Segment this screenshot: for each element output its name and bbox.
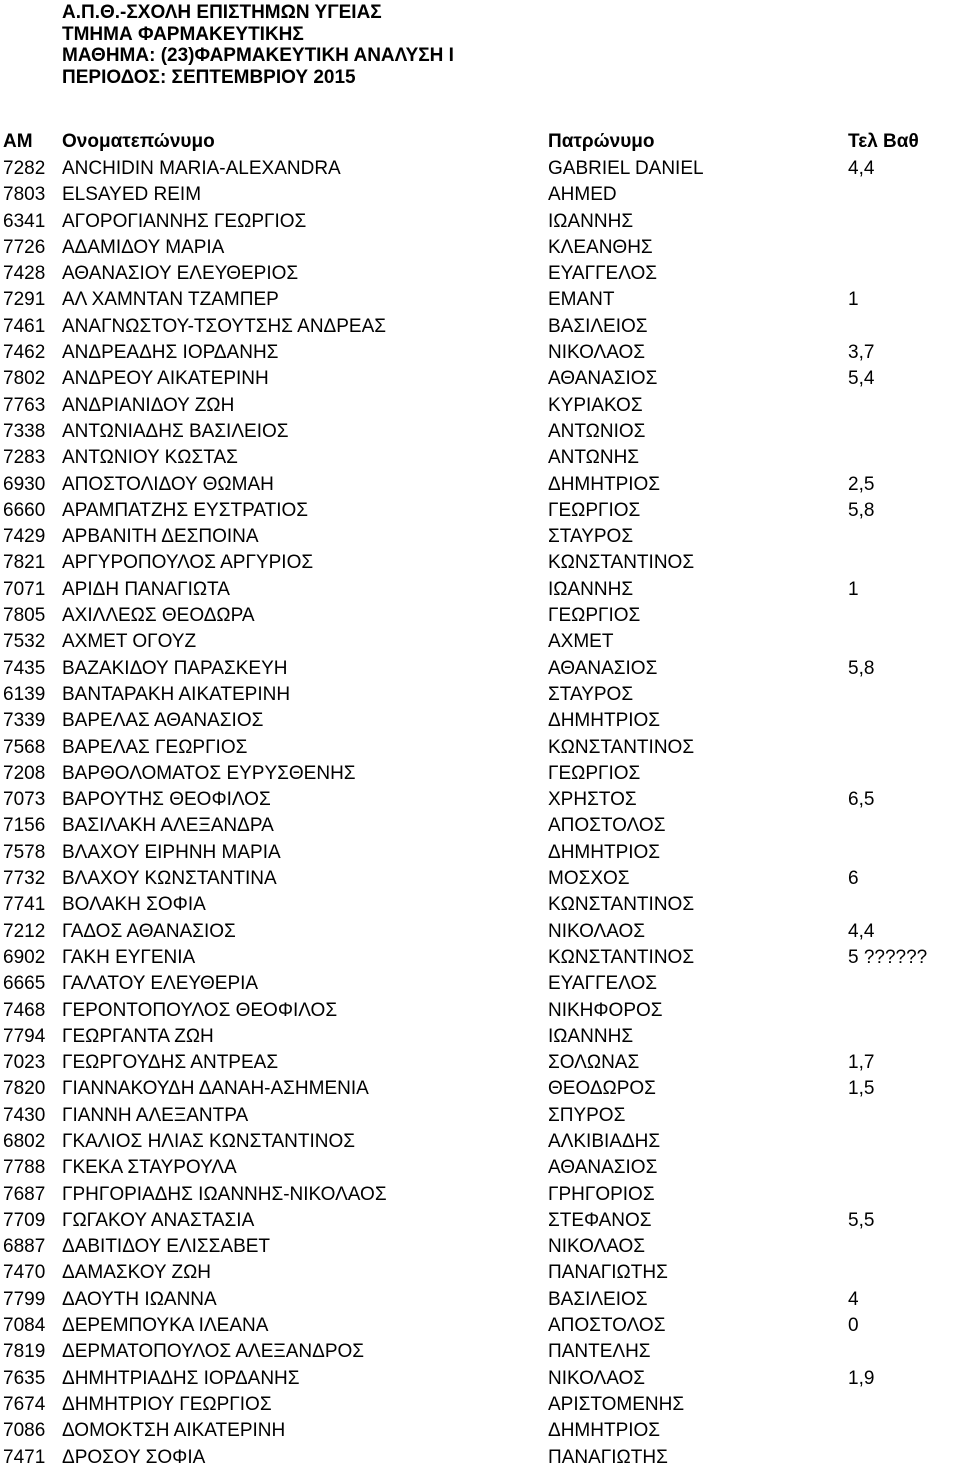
table-row — [0, 1418, 960, 1444]
cell-am: 7819 — [3, 1341, 46, 1363]
table-row — [0, 919, 960, 945]
cell-name: ΑΠΟΣΤΟΛΙΔΟΥ ΘΩΜΑΗ — [62, 473, 274, 495]
exam-period-title: ΠΕΡΙΟΔΟΣ: ΣΕΠΤΕΜΒΡΙΟΥ 2015 — [62, 66, 356, 88]
cell-name: ΑΡΑΜΠΑΤΖΗΣ ΕΥΣΤΡΑΤΙΟΣ — [62, 499, 309, 521]
cell-father: ΙΩΑΝΝΗΣ — [548, 578, 634, 600]
cell-grade: 4 — [848, 1288, 859, 1310]
table-row — [0, 445, 960, 471]
table-row — [0, 1313, 960, 1339]
table-row — [0, 1208, 960, 1234]
table-row — [0, 472, 960, 498]
cell-am: 7429 — [3, 526, 46, 548]
table-row — [0, 866, 960, 892]
cell-name: ΔΑΜΑΣΚΟΥ ΖΩΗ — [62, 1262, 212, 1284]
cell-father: ΓΕΩΡΓΙΟΣ — [548, 605, 641, 627]
cell-name: ΑΧΙΛΛΕΩΣ ΘΕΟΔΩΡΑ — [62, 605, 255, 627]
cell-name: ΑΔΑΜΙΔΟΥ ΜΑΡΙΑ — [62, 236, 225, 258]
cell-name: ΔΟΜΟΚΤΣΗ ΑΙΚΑΤΕΡΙΝΗ — [62, 1420, 286, 1442]
table-row — [0, 708, 960, 734]
column-header-father: Πατρώνυμο — [548, 131, 655, 152]
cell-name: ΔΗΜΗΤΡΙΟΥ ΓΕΩΡΓΙΟΣ — [62, 1393, 272, 1415]
university-school-title: Α.Π.Θ.-ΣΧΟΛΗ ΕΠΙΣΤΗΜΩΝ ΥΓΕΙΑΣ — [62, 2, 382, 23]
cell-grade: 1,9 — [848, 1367, 875, 1389]
cell-name: ΒΑΡΕΛΑΣ ΑΘΑΝΑΣΙΟΣ — [62, 710, 264, 732]
cell-am: 7732 — [3, 868, 46, 890]
cell-father: ΑΧΜΕΤ — [548, 631, 614, 653]
cell-am: 6660 — [3, 499, 46, 521]
cell-grade: 1,5 — [848, 1078, 875, 1100]
cell-name: ΑΝΑΓΝΩΣΤΟΥ-ΤΣΟΥΤΣΗΣ ΑΝΔΡΕΑΣ — [62, 315, 386, 337]
cell-name: ΑΝΔΡΙΑΝΙΔΟΥ ΖΩΗ — [62, 394, 235, 416]
cell-father: ΕΜΑΝΤ — [548, 289, 615, 311]
cell-father: ΘΕΟΔΩΡΟΣ — [548, 1078, 656, 1100]
cell-father: ΚΩΝΣΤΑΝΤΙΝΟΣ — [548, 552, 695, 574]
cell-am: 7635 — [3, 1367, 46, 1389]
cell-father: GABRIEL DANIEL — [548, 158, 704, 179]
cell-father: ΣΤΕΦΑΝΟΣ — [548, 1209, 652, 1231]
document-header — [62, 2, 454, 88]
cell-name: ΑΡΒΑΝΙΤΗ ΔΕΣΠΟΙΝΑ — [62, 526, 259, 548]
cell-am: 7805 — [3, 605, 46, 627]
table-row — [0, 498, 960, 524]
cell-am: 7468 — [3, 999, 46, 1021]
column-header-name: Ονοματεπώνυμο — [62, 131, 215, 152]
cell-am: 7462 — [3, 342, 46, 364]
cell-grade: 1 — [848, 578, 859, 600]
cell-father: ΚΩΝΣΤΑΝΤΙΝΟΣ — [548, 946, 695, 968]
cell-father: ΝΙΚΟΛΑΟΣ — [548, 1236, 646, 1258]
cell-father: ΑΡΙΣΤΟΜΕΝΗΣ — [548, 1393, 685, 1415]
cell-am: 7821 — [3, 552, 46, 574]
cell-grade: 5,8 — [848, 499, 875, 521]
cell-name: ΔΡΟΣΟΥ ΣΟΦΙΑ — [62, 1446, 206, 1468]
cell-name: ΒΑΝΤΑΡΑΚΗ ΑΙΚΑΤΕΡΙΝΗ — [62, 683, 291, 705]
cell-grade: 1,7 — [848, 1052, 875, 1074]
grades-table — [0, 128, 960, 1471]
cell-name: ANCHIDIN MARIA-ALEXANDRA — [62, 158, 341, 179]
cell-name: ΔΑΟΥΤΗ ΙΩΑΝΝΑ — [62, 1288, 217, 1310]
table-row — [0, 1024, 960, 1050]
cell-father: ΔΗΜΗΤΡΙΟΣ — [548, 710, 661, 732]
cell-father: ΣΤΑΥΡΟΣ — [548, 526, 634, 548]
table-row — [0, 419, 960, 445]
cell-am: 7430 — [3, 1104, 46, 1126]
cell-father: ΔΗΜΗΤΡΙΟΣ — [548, 473, 661, 495]
table-row — [0, 1260, 960, 1286]
cell-am: 7763 — [3, 394, 46, 416]
cell-father: ΠΑΝΑΓΙΩΤΗΣ — [548, 1446, 668, 1468]
cell-grade: 3,7 — [848, 342, 875, 364]
cell-grade: 2,5 — [848, 473, 875, 495]
cell-name: ΒΑΡΘΟΛΟΜΑΤΟΣ ΕΥΡΥΣΘΕΝΗΣ — [62, 762, 356, 784]
cell-am: 7568 — [3, 736, 46, 758]
cell-father: ΚΩΝΣΤΑΝΤΙΝΟΣ — [548, 736, 695, 758]
table-row — [0, 340, 960, 366]
cell-father: ΑΠΟΣΤΟΛΟΣ — [548, 1315, 666, 1337]
cell-am: 7208 — [3, 762, 46, 784]
cell-am: 7788 — [3, 1157, 46, 1179]
table-row — [0, 1287, 960, 1313]
course-title: ΜΑΘΗΜΑ: (23)ΦΑΡΜΑΚΕΥΤΙΚΗ ΑΝΑΛΥΣΗ Ι — [62, 45, 454, 66]
cell-am: 7283 — [3, 447, 46, 469]
cell-am: 6665 — [3, 973, 46, 995]
cell-am: 7471 — [3, 1446, 46, 1468]
table-header-row — [0, 128, 960, 156]
cell-name: ΓΙΑΝΝΑΚΟΥΔΗ ΔΑΝΑΗ-ΑΣΗΜΕΝΙΑ — [62, 1078, 369, 1100]
cell-am: 7578 — [3, 841, 46, 863]
table-row — [0, 287, 960, 313]
table-row — [0, 971, 960, 997]
cell-name: ΒΑΡΕΛΑΣ ΓΕΩΡΓΙΟΣ — [62, 736, 248, 758]
cell-name: ΒΑΖΑΚΙΔΟΥ ΠΑΡΑΣΚΕΥΗ — [62, 657, 288, 679]
cell-name: ΓΕΩΡΓΟΥΔΗΣ ΑΝΤΡΕΑΣ — [62, 1052, 279, 1074]
cell-name: ELSAYED REIM — [62, 184, 202, 206]
cell-name: ΓΚΑΛΙΟΣ ΗΛΙΑΣ ΚΩΝΣΤΑΝΤΙΝΟΣ — [62, 1130, 356, 1152]
cell-am: 7282 — [3, 158, 46, 179]
cell-name: ΒΛΑΧΟΥ ΕΙΡΗΝΗ ΜΑΡΙΑ — [62, 841, 281, 863]
cell-am: 7086 — [3, 1420, 46, 1442]
table-row — [0, 235, 960, 261]
cell-am: 7802 — [3, 368, 46, 390]
cell-name: ΓΡΗΓΟΡΙΑΔΗΣ ΙΩΑΝΝΗΣ-ΝΙΚΟΛΑΟΣ — [62, 1183, 387, 1205]
cell-father: ΑΘΑΝΑΣΙΟΣ — [548, 657, 658, 679]
table-row — [0, 1182, 960, 1208]
cell-am: 7709 — [3, 1209, 46, 1231]
cell-father: ΝΙΚΟΛΑΟΣ — [548, 1367, 646, 1389]
cell-am: 7291 — [3, 289, 46, 311]
table-row — [0, 813, 960, 839]
cell-am: 7470 — [3, 1262, 46, 1284]
table-row — [0, 629, 960, 655]
cell-grade: 0 — [848, 1315, 859, 1337]
cell-am: 7674 — [3, 1393, 46, 1415]
cell-father: ΝΙΚΟΛΑΟΣ — [548, 342, 646, 364]
column-header-am: ΑΜ — [3, 131, 33, 152]
table-row — [0, 1234, 960, 1260]
cell-am: 7741 — [3, 894, 46, 916]
table-row — [0, 182, 960, 208]
table-row — [0, 656, 960, 682]
cell-father: ΣΠΥΡΟΣ — [548, 1104, 626, 1126]
cell-father: ΑΛΚΙΒΙΑΔΗΣ — [548, 1130, 661, 1152]
cell-name: ΒΑΣΙΛΑΚΗ ΑΛΕΞΑΝΔΡΑ — [62, 815, 274, 837]
cell-am: 7435 — [3, 657, 46, 679]
cell-name: ΓΑΔΟΣ ΑΘΑΝΑΣΙΟΣ — [62, 920, 236, 942]
cell-father: ΑΝΤΩΝΙΟΣ — [548, 420, 646, 442]
table-row — [0, 1129, 960, 1155]
table-row — [0, 366, 960, 392]
table-row — [0, 314, 960, 340]
cell-name: ΒΛΑΧΟΥ ΚΩΝΣΤΑΝΤΙΝΑ — [62, 868, 277, 890]
table-row — [0, 840, 960, 866]
cell-name: ΑΧΜΕΤ ΟΓΟΥΖ — [62, 631, 197, 653]
cell-father: ΓΡΗΓΟΡΙΟΣ — [548, 1183, 655, 1205]
cell-am: 7339 — [3, 710, 46, 732]
cell-name: ΑΝΔΡΕΑΔΗΣ ΙΟΡΔΑΝΗΣ — [62, 342, 279, 364]
table-row — [0, 1103, 960, 1129]
cell-father: ΓΕΩΡΓΙΟΣ — [548, 762, 641, 784]
cell-name: ΒΟΛΑΚΗ ΣΟΦΙΑ — [62, 894, 206, 916]
cell-am: 7687 — [3, 1183, 46, 1205]
table-row — [0, 1366, 960, 1392]
cell-father: ΔΗΜΗΤΡΙΟΣ — [548, 1420, 661, 1442]
table-row — [0, 998, 960, 1024]
cell-father: ΜΟΣΧΟΣ — [548, 868, 630, 890]
table-row — [0, 603, 960, 629]
cell-father: ΠΑΝΤΕΛΗΣ — [548, 1341, 651, 1363]
cell-father: ΑΝΤΩΝΗΣ — [548, 447, 640, 469]
cell-am: 7799 — [3, 1288, 46, 1310]
table-row — [0, 577, 960, 603]
cell-grade: 5 ?????? — [848, 946, 928, 968]
cell-am: 7338 — [3, 420, 46, 442]
cell-name: ΓΑΚΗ ΕΥΓΕΝΙΑ — [62, 946, 196, 968]
cell-am: 6341 — [3, 210, 46, 232]
cell-name: ΑΝΤΩΝΙΑΔΗΣ ΒΑΣΙΛΕΙΟΣ — [62, 420, 289, 442]
cell-grade: 5,5 — [848, 1209, 875, 1231]
cell-name: ΑΡΓΥΡΟΠΟΥΛΟΣ ΑΡΓΥΡΙΟΣ — [62, 552, 314, 574]
cell-name: ΒΑΡΟΥΤΗΣ ΘΕΟΦΙΛΟΣ — [62, 789, 271, 811]
cell-am: 6139 — [3, 683, 46, 705]
cell-father: ΔΗΜΗΤΡΙΟΣ — [548, 841, 661, 863]
cell-father: ΣΟΛΩΝΑΣ — [548, 1052, 640, 1074]
cell-am: 7023 — [3, 1052, 46, 1074]
cell-am: 6802 — [3, 1130, 46, 1152]
cell-father: ΕΥΑΓΓΕΛΟΣ — [548, 973, 658, 995]
table-row — [0, 1050, 960, 1076]
cell-grade: 4,4 — [848, 158, 875, 179]
cell-father: ΚΛΕΑΝΘΗΣ — [548, 236, 653, 258]
cell-grade: 5,4 — [848, 368, 875, 390]
cell-am: 7461 — [3, 315, 46, 337]
cell-name: ΔΑΒΙΤΙΔΟΥ ΕΛΙΣΣΑΒΕΤ — [62, 1236, 271, 1258]
cell-am: 7073 — [3, 789, 46, 811]
cell-father: ΚΩΝΣΤΑΝΤΙΝΟΣ — [548, 894, 695, 916]
cell-am: 7212 — [3, 920, 46, 942]
table-row — [0, 1392, 960, 1418]
cell-name: ΔΕΡΕΜΠΟΥΚΑ ΙΛΕΑΝΑ — [62, 1315, 269, 1337]
cell-name: ΑΡΙΔΗ ΠΑΝΑΓΙΩΤΑ — [62, 578, 230, 600]
cell-name: ΑΓΟΡΟΓΙΑΝΝΗΣ ΓΕΩΡΓΙΟΣ — [62, 210, 307, 232]
cell-name: ΓΩΓΑΚΟΥ ΑΝΑΣΤΑΣΙΑ — [62, 1209, 255, 1231]
table-row — [0, 1076, 960, 1102]
department-title: ΤΜΗΜΑ ΦΑΡΜΑΚΕΥΤΙΚΗΣ — [62, 23, 304, 45]
column-header-grade: Τελ Βαθ — [848, 131, 919, 152]
cell-grade: 1 — [848, 289, 859, 311]
cell-father: ΕΥΑΓΓΕΛΟΣ — [548, 263, 658, 285]
table-row — [0, 892, 960, 918]
cell-name: ΔΕΡΜΑΤΟΠΟΥΛΟΣ ΑΛΕΞΑΝΔΡΟΣ — [62, 1341, 365, 1363]
cell-father: ΒΑΣΙΛΕΙΟΣ — [548, 315, 648, 337]
cell-father: AHMED — [548, 184, 617, 206]
cell-am: 7156 — [3, 815, 46, 837]
table-row — [0, 735, 960, 761]
cell-name: ΓΕΩΡΓΑΝΤΑ ΖΩΗ — [62, 1025, 214, 1047]
cell-name: ΓΚΕΚΑ ΣΤΑΥΡΟΥΛΑ — [62, 1157, 237, 1179]
cell-father: ΙΩΑΝΝΗΣ — [548, 1025, 634, 1047]
table-row — [0, 1155, 960, 1181]
cell-grade: 6,5 — [848, 789, 875, 811]
cell-father: ΠΑΝΑΓΙΩΤΗΣ — [548, 1262, 668, 1284]
table-row — [0, 156, 960, 182]
cell-am: 6887 — [3, 1236, 46, 1258]
cell-am: 7794 — [3, 1025, 46, 1047]
cell-father: ΝΙΚΗΦΟΡΟΣ — [548, 999, 663, 1021]
cell-father: ΓΕΩΡΓΙΟΣ — [548, 499, 641, 521]
cell-name: ΑΝΤΩΝΙΟΥ ΚΩΣΤΑΣ — [62, 447, 238, 469]
cell-name: ΔΗΜΗΤΡΙΑΔΗΣ ΙΟΡΔΑΝΗΣ — [62, 1367, 300, 1389]
table-row — [0, 682, 960, 708]
cell-father: ΝΙΚΟΛΑΟΣ — [548, 920, 646, 942]
cell-am: 7803 — [3, 184, 46, 206]
cell-name: ΑΝΔΡΕΟΥ ΑΙΚΑΤΕΡΙΝΗ — [62, 368, 269, 390]
cell-name: ΓΕΡΟΝΤΟΠΟΥΛΟΣ ΘΕΟΦΙΛΟΣ — [62, 999, 338, 1021]
table-row — [0, 945, 960, 971]
cell-am: 6930 — [3, 473, 46, 495]
cell-father: ΣΤΑΥΡΟΣ — [548, 683, 634, 705]
table-row — [0, 393, 960, 419]
cell-am: 7084 — [3, 1315, 46, 1337]
table-row — [0, 550, 960, 576]
cell-am: 7726 — [3, 236, 46, 258]
table-row — [0, 209, 960, 235]
cell-grade: 6 — [848, 868, 859, 890]
cell-father: ΑΘΑΝΑΣΙΟΣ — [548, 1157, 658, 1179]
cell-father: ΑΘΑΝΑΣΙΟΣ — [548, 368, 658, 390]
table-row — [0, 787, 960, 813]
table-row — [0, 524, 960, 550]
cell-name: ΓΙΑΝΝΗ ΑΛΕΞΑΝΤΡΑ — [62, 1104, 249, 1126]
cell-grade: 4,4 — [848, 920, 875, 942]
cell-am: 6902 — [3, 946, 46, 968]
cell-am: 7820 — [3, 1078, 46, 1100]
cell-am: 7428 — [3, 263, 46, 285]
cell-name: ΓΑΛΑΤΟΥ ΕΛΕΥΘΕΡΙΑ — [62, 973, 259, 995]
cell-grade: 5,8 — [848, 657, 875, 679]
cell-father: ΚΥΡΙΑΚΟΣ — [548, 394, 643, 416]
table-row — [0, 261, 960, 287]
table-row — [0, 761, 960, 787]
cell-father: ΑΠΟΣΤΟΛΟΣ — [548, 815, 666, 837]
cell-father: ΧΡΗΣΤΟΣ — [548, 789, 637, 811]
cell-father: ΒΑΣΙΛΕΙΟΣ — [548, 1288, 648, 1310]
table-body — [0, 156, 960, 1471]
cell-name: ΑΛ ΧΑΜΝΤΑΝ ΤΖΑΜΠΕΡ — [62, 289, 279, 311]
table-row — [0, 1339, 960, 1365]
cell-name: ΑΘΑΝΑΣΙΟΥ ΕΛΕΥΘΕΡΙΟΣ — [62, 263, 299, 285]
cell-am: 7532 — [3, 631, 46, 653]
cell-am: 7071 — [3, 578, 46, 600]
cell-father: ΙΩΑΝΝΗΣ — [548, 210, 634, 232]
